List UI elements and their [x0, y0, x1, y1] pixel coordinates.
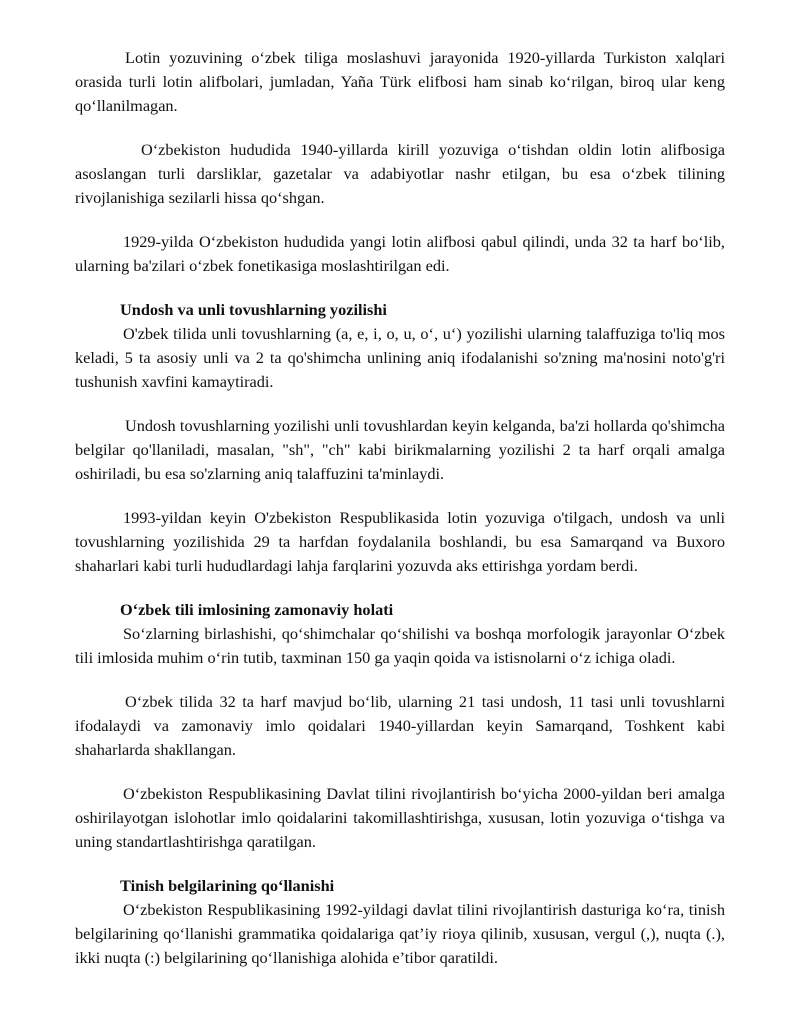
document-page: [75, 46, 725, 990]
paragraph-consonants-spelling: Undosh tovushlarning yozilishi unli tovushlardan keyin kelganda, ba'zi hollarda qo'shimcha belgilar qo'llaniladi, masalan, "sh", "ch" kabi birikmalarning yozilishi 2 ta harf orqali amalga oshiriladi, bu esa so'zlarning aniq talaffuzini ta'minlaydi.: [75, 416, 725, 483]
paragraph-latin-alphabet-1920s: Lotin yozuvining o‘zbek tiliga moslashuvi jarayonida 1920-yillarda Turkiston xalqlari orasida turli lotin alifbolari, jumladan, Yaña Türk elifbosi ham sinab ko‘rilgan, biroq ular keng qo‘llanilmagan.: [75, 48, 725, 115]
paragraph-morphological-processes: So‘zlarning birlashishi, qo‘shimchalar qo‘shilishi va boshqa morfologik jarayonlar O‘zbek tili imlosida muhim o‘rin tutib, taxminan 150 ga yaqin qoida va istisnolarni o‘z ichiga oladi.: [75, 624, 725, 667]
section-heading-punctuation: Tinish belgilarining qo‘llanishi: [120, 876, 335, 895]
paragraph-vowels-spelling: O'zbek tilida unli tovushlarning (a, e, i, o, u, o‘, u‘) yozilishi ularning talaffuziga to'liq mos keladi, 5 ta asosiy unli va 2 ta qo'shimcha unlining aniq ifodalanishi so'zning ma'nosini noto'g'ri tushunish xavfini kamaytiradi.: [75, 324, 725, 391]
section-heading-modern-orthography: O‘zbek tili imlosining zamonaviy holati: [120, 600, 394, 619]
paragraph-latin-publications-1940s: O‘zbekiston hududida 1940-yillarda kirill yozuviga o‘tishdan oldin lotin alifbosiga asoslangan turli darsliklar, gazetalar va adabiyotlar nashr etilgan, bu esa o‘zbek tilining rivojlanishiga sezilarli hissa qo‘shgan.: [75, 140, 725, 207]
paragraph-32-letters: O‘zbek tilida 32 ta harf mavjud bo‘lib, ularning 21 tasi undosh, 11 tasi unli tovushlarni ifodalaydi va zamonaviy imlo qoidalari 1940-yillardan keyin Samarqand, Toshkent kabi shaharlarda shakllangan.: [75, 692, 725, 759]
paragraph-state-language-reforms: O‘zbekiston Respublikasining Davlat tilini rivojlantirish bo‘yicha 2000-yildan beri amalga oshirilayotgan islohotlar imlo qoidalarini takomillashtirishga, xususan, lotin yozuviga o‘tishga va uning standartlashtirishga qaratilgan.: [75, 784, 725, 851]
paragraph-punctuation-1992: O‘zbekiston Respublikasining 1992-yildagi davlat tilini rivojlantirish dasturiga ko‘ra, tinish belgilarining qo‘llanishi grammatika qoidalariga qat’iy rioya qilinib, xususan, vergul (,), nuqta (.), ikki nuqta (:) belgilarining qo‘llanishiga alohida e’tibor qaratildi.: [75, 900, 725, 967]
paragraph-latin-alphabet-1929: 1929-yilda O‘zbekiston hududida yangi lotin alifbosi qabul qilindi, unda 32 ta harf bo‘lib, ularning ba'zilari o‘zbek fonetikasiga moslashtirilgan edi.: [75, 232, 725, 275]
paragraph-latin-1993: 1993-yildan keyin O'zbekiston Respublikasida lotin yozuviga o'tilgach, undosh va unli tovushlarning yozilishida 29 ta harfdan foydalanila boshlandi, bu esa Samarqand va Buxoro shaharlari kabi turli hududlardagi lahja farqlarini yozuvda aks ettirishga yordam berdi.: [75, 508, 725, 575]
section-heading-consonants-vowels: Undosh va unli tovushlarning yozilishi: [120, 300, 387, 319]
